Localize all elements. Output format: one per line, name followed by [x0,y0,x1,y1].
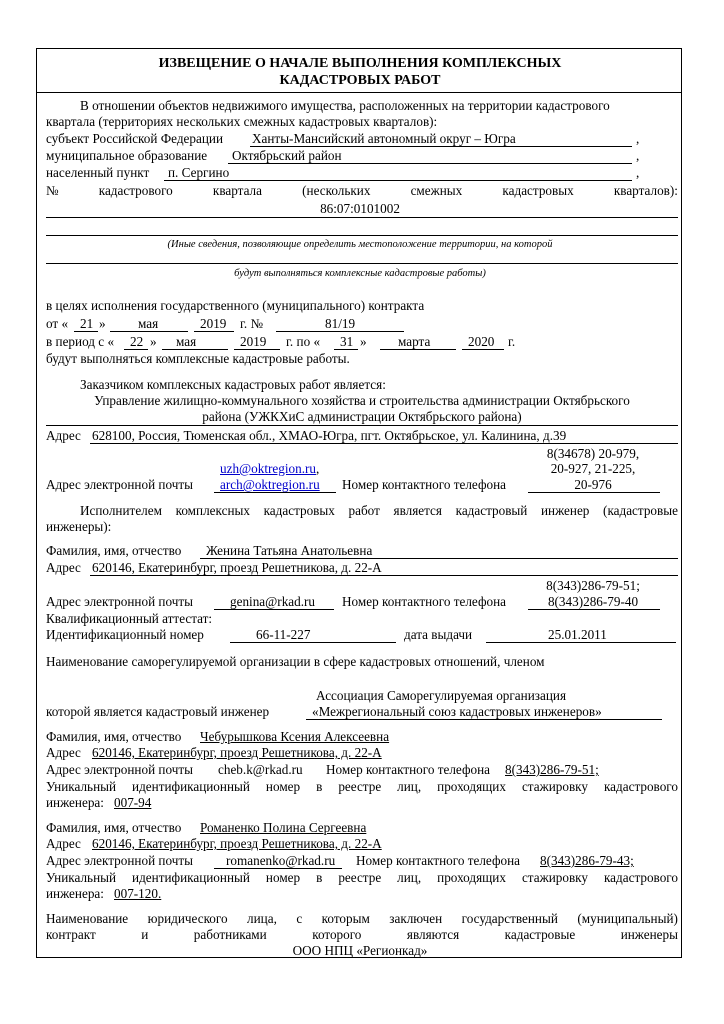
end-year: 2020 [468,334,495,349]
uid-word: стажировку [521,870,588,885]
legal-word: работниками [193,927,267,942]
quarter-word: (нескольких [302,183,371,198]
contractor-address-label: Адрес [46,560,81,575]
quarter-word: № [46,183,59,198]
legal-word: заключен [389,911,443,926]
period-label: в период с « [46,334,115,349]
eng3-email-underline [214,868,342,869]
customer-phone-3: 20-976 [574,477,612,492]
id-underline [230,642,396,643]
uid-word: идентификационный [132,870,250,885]
legal-org-value: ООО НПЦ «Регионкад» [292,943,428,958]
issue-value: 25.01.2011 [548,627,607,642]
eng2-address-value: 620146, Екатеринбург, проезд Решетникова, д. 22-А [92,745,382,760]
settlement-value: п. Сергино [168,165,230,180]
customer-heading: Заказчиком комплексных кадастровых работ является: [80,377,386,392]
contractor-fio-underline [200,558,678,559]
start-month-underline [162,349,228,350]
end-suffix: г. [508,334,516,349]
sro-underline [306,719,662,720]
contract-from-day: 21 [80,316,94,331]
heading-word: кадастровый [455,503,528,518]
uid-word: кадастрового [603,779,678,794]
title-line-1: ИЗВЕЩЕНИЕ О НАЧАЛЕ ВЫПОЛНЕНИЯ КОМПЛЕКСНЫХ [158,56,562,71]
uid-word: проходящих [437,779,506,794]
will-be-line: будут выполняться комплексные кадастровые работы. [46,351,350,366]
start-year: 2019 [240,334,267,349]
legal-word: кадастровые [504,927,576,942]
quarter-word: смежных [410,183,463,198]
email-separator: , [316,461,320,476]
heading-word: комплексных [175,503,250,518]
legal-line-1 [46,911,678,926]
eng2-uid-line [46,779,678,794]
quarter-word: кадастрового [98,183,173,198]
legal-word: являются [406,927,460,942]
eng2-email-value[interactable]: cheb.k@rkad.ru [218,762,303,777]
contractor-email-value[interactable]: genina@rkad.ru [230,594,316,609]
email-link-uzh[interactable]: uzh@oktregion.ru [220,461,317,476]
eng3-phone-value: 8(343)286-79-43; [540,853,634,868]
uid-word: лиц, [397,870,422,885]
contractor-fio-label: Фамилия, имя, отчество [46,543,182,558]
customer-name-underline [46,425,678,426]
eng3-uid-label: инженера: [46,886,104,901]
settlement-comma: , [636,165,640,180]
contract-purpose: в целях исполнения государственного (муниципального) контракта [46,298,425,313]
start-day: 22 [130,334,144,349]
title-line-2: КАДАСТРОВЫХ РАБОТ [279,73,441,88]
heading-word: работ [348,503,380,518]
quarter-number: 86:07:0101002 [320,201,400,216]
other-info-line-top [46,235,678,236]
contract-number: 81/19 [325,316,356,331]
eng2-uid-label: инженера: [46,795,104,810]
quarter-line [46,183,678,198]
period-to-label: г. по « [286,334,321,349]
end-month-underline [380,349,456,350]
heading-word: является [393,503,442,518]
title-divider [36,92,682,93]
quarter-word: кадастровых [502,183,574,198]
contractor-heading-1 [80,503,678,518]
heading-word: кадастровых [263,503,335,518]
customer-phone-2: 20-927, 21-225, [550,461,636,476]
subject-underline [250,146,632,147]
eng3-phone-label: Номер контактного телефона [356,853,520,868]
legal-word: Наименование [46,911,129,926]
uid-word: Уникальный [46,870,117,885]
quarter-word: квартала [212,183,262,198]
contractor-phone-1: 8(343)286-79-51; [546,578,640,593]
contractor-email-label: Адрес электронной почты [46,594,193,609]
heading-word: Исполнителем [80,503,162,518]
contract-from-close: » [99,316,106,331]
contract-number-underline [276,331,404,332]
sro-which: которой является кадастровый инженер [46,704,270,719]
legal-line-2 [46,927,678,942]
contractor-email-underline [214,609,334,610]
eng2-fio-value: Чебурышкова Ксения Алексеевна [200,729,390,744]
customer-phone-label: Номер контактного телефона [342,477,506,492]
customer-name-2: района (УЖКХиС администрации Октябрьского района) [202,409,522,424]
customer-address-label: Адрес [46,428,81,443]
from-year-underline [194,331,234,332]
issue-underline [486,642,676,643]
eng2-uid-value: 007-94 [114,795,152,810]
contractor-address-underline [90,575,678,576]
contractor-address-value: 620146, Екатеринбург, проезд Решетникова, д. 22-А [92,560,382,575]
uid-word: лиц, [397,779,422,794]
uid-word: стажировку [521,779,588,794]
start-year-underline [234,349,280,350]
cert-label: Квалификационный аттестат: [46,611,213,626]
issue-label: дата выдачи [404,627,473,642]
uid-word: Уникальный [46,779,117,794]
legal-word: которого [312,927,362,942]
eng3-fio-value: Романенко Полина Сергеевна [200,820,367,835]
uid-word: в [316,870,323,885]
customer-address-value: 628100, Россия, Тюменская обл., ХМАО-Югра, пгт. Октябрьское, ул. Калинина, д.39 [92,428,567,443]
uid-word: номер [265,779,301,794]
start-month: мая [176,334,197,349]
eng3-address-label: Адрес [46,836,81,851]
other-info-line-bottom [46,263,678,264]
subject-comma: , [636,131,640,146]
uid-word: кадастрового [603,870,678,885]
eng2-address-label: Адрес [46,745,81,760]
quarter-word: кварталов): [613,183,678,198]
customer-name-1: Управление жилищно-коммунального хозяйства и строительства администрации Октябрьского [94,393,630,408]
eng3-address-value: 620146, Екатеринбург, проезд Решетникова, д. 22-А [92,836,382,851]
intro-line-2: квартала (территориях нескольких смежных кадастровых кварталов): [46,114,438,129]
municipality-comma: , [636,148,640,163]
quarter-underline [46,217,678,218]
subject-value: Ханты-Мансийский автономный округ – Югра [252,131,516,146]
end-day: 31 [340,334,354,349]
eng3-uid-value: 007-120. [114,886,162,901]
eng3-email-value[interactable]: romanenko@rkad.ru [226,853,336,868]
contractor-fio-value: Женина Татьяна Анатольевна [206,543,373,558]
legal-word: (муниципальный) [577,911,678,926]
municipality-underline [228,163,632,164]
end-day-underline [334,349,358,350]
legal-word: и [141,927,149,942]
other-info-caption-1: (Иные сведения, позволяющие определить местоположение территории, на которой [167,239,553,250]
uid-word: в [316,779,323,794]
sro-label: Наименование саморегулируемой организации в сфере кадастровых отношений, членом [46,654,545,669]
contractor-heading-2: инженеры): [46,519,112,534]
eng2-phone-label: Номер контактного телефона [326,762,490,777]
end-month: марта [398,334,431,349]
uid-word: идентификационный [132,779,250,794]
municipality-label: муниципальное образование [46,148,208,163]
eng3-uid-line [46,870,678,885]
uid-word: реестре [338,870,382,885]
intro-line-1: В отношении объектов недвижимого имущества, расположенных на территории кадастрового [80,98,610,113]
legal-word: контракт [46,927,96,942]
heading-word: (кадастровые [603,503,678,518]
end-close: » [360,334,367,349]
eng2-phone-value: 8(343)286-79-51; [505,762,599,777]
id-label: Идентификационный номер [46,627,204,642]
contract-from-month: мая [138,316,159,331]
uid-word: проходящих [437,870,506,885]
subject-label: субъект Российской Федерации [46,131,224,146]
end-year-underline [462,349,504,350]
email-link-arch[interactable]: arch@oktregion.ru [220,477,320,492]
uid-word: номер [265,870,301,885]
uid-word: реестре [338,779,382,794]
customer-email-underline [214,492,336,493]
customer-address-underline [90,443,678,444]
sro-value-2: «Межрегиональный союз кадастровых инженеров» [312,704,602,719]
eng3-email-label: Адрес электронной почты [46,853,193,868]
legal-word: государственный [461,911,558,926]
settlement-label: населенный пункт [46,165,150,180]
settlement-underline [164,180,632,181]
start-day-underline [124,349,148,350]
customer-phone-1: 8(34678) 20-979, [546,446,640,461]
eng2-fio-label: Фамилия, имя, отчество [46,729,182,744]
contractor-phone-2: 8(343)286-79-40 [547,594,639,609]
sro-value-1: Ассоциация Саморегулируемая организация [316,688,567,703]
eng2-email-label: Адрес электронной почты [46,762,193,777]
legal-word: лица, [247,911,277,926]
start-close: » [150,334,157,349]
contract-year-suffix: г. № [240,316,264,331]
contractor-phone-label: Номер контактного телефона [342,594,506,609]
from-month-underline [110,331,188,332]
municipality-value: Октябрьский район [232,148,342,163]
customer-email-1[interactable] [220,461,319,476]
legal-word: юридического [147,911,228,926]
other-info-caption-2: будут выполняться комплексные кадастровые работы) [234,268,486,279]
customer-phone-underline [528,492,660,493]
legal-word: инженеры [620,927,678,942]
contractor-phone-underline [528,609,660,610]
customer-email-2[interactable] [220,477,320,492]
id-value: 66-11-227 [256,627,311,642]
legal-word: которым [321,911,370,926]
contract-from-label: от « [46,316,69,331]
from-day-underline [74,331,98,332]
eng3-fio-label: Фамилия, имя, отчество [46,820,182,835]
legal-word: с [296,911,303,926]
heading-word: инженер [540,503,590,518]
customer-email-label: Адрес электронной почты [46,477,193,492]
contract-from-year: 2019 [200,316,227,331]
